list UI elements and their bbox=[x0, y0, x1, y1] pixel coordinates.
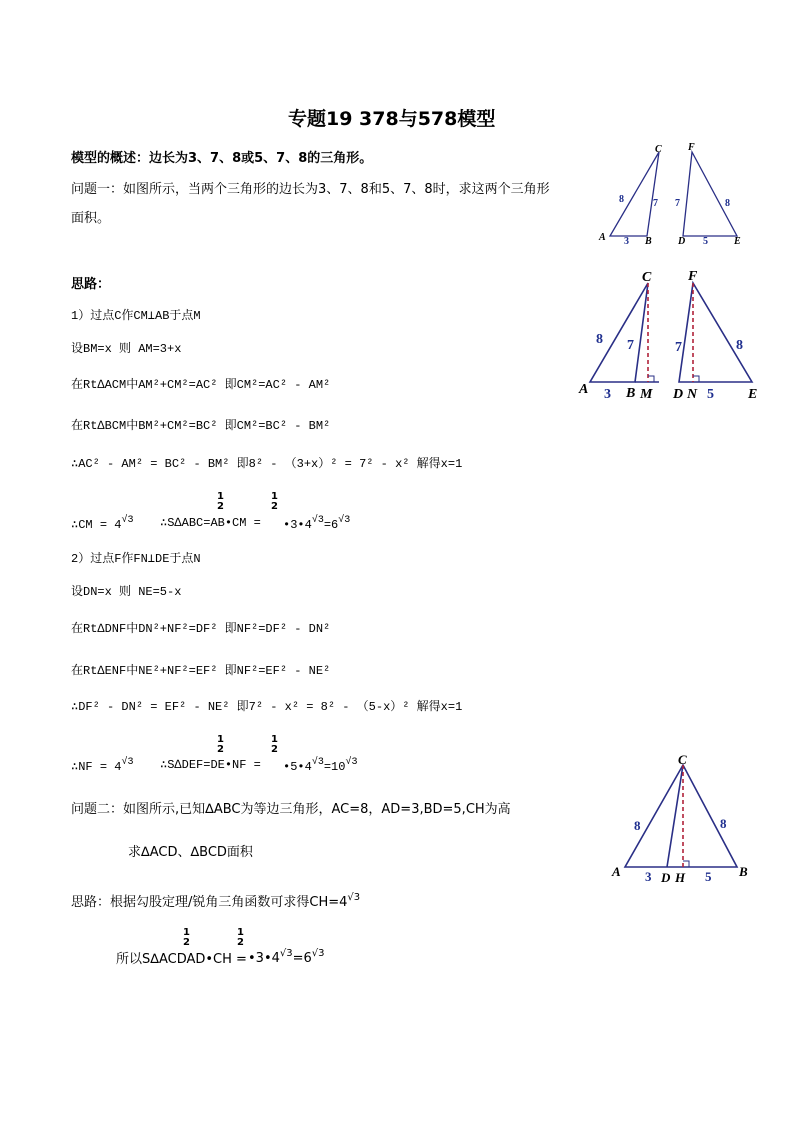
part1-area-formula bbox=[160, 515, 261, 530]
sqrt-three: √3 bbox=[311, 948, 325, 959]
part2-step1: 2）过点F作FN⊥DE于点N bbox=[71, 552, 201, 566]
right-angle-h bbox=[683, 861, 689, 867]
question-one-line2: 面积。 bbox=[71, 211, 111, 226]
fraction-numerator: 1 bbox=[271, 491, 278, 502]
half-fraction-5 bbox=[183, 928, 190, 948]
side-ad-length: 3 bbox=[645, 869, 652, 884]
sqrt-three: √3 bbox=[311, 757, 324, 768]
fraction-numerator: 1 bbox=[217, 734, 224, 745]
part2-nf-result bbox=[71, 757, 133, 774]
label-f: F bbox=[688, 269, 698, 284]
side-df-length: 7 bbox=[675, 340, 682, 355]
side-ac-length: 8 bbox=[596, 332, 603, 347]
label-e: E bbox=[748, 387, 758, 402]
triangle-def bbox=[683, 152, 737, 236]
sqrt-three: √3 bbox=[345, 757, 358, 768]
part1-area-result bbox=[283, 515, 350, 532]
figure-triangles-with-altitudes bbox=[572, 265, 772, 405]
side-ab-length: 3 bbox=[604, 387, 611, 402]
side-bd-length: 5 bbox=[705, 869, 712, 884]
sqrt-three: √3 bbox=[121, 515, 134, 526]
label-e: E bbox=[734, 236, 741, 247]
area-formula-text: AD•CH = bbox=[186, 952, 247, 967]
side-ac-length: 8 bbox=[634, 818, 641, 833]
idea-two-line2 bbox=[116, 948, 247, 967]
part1-cm-result bbox=[71, 515, 133, 532]
label-m: M bbox=[640, 387, 653, 402]
label-c: C bbox=[678, 752, 687, 767]
side-ac-length: 8 bbox=[619, 194, 624, 205]
label-a: A bbox=[579, 382, 589, 397]
half-fraction-2 bbox=[271, 492, 278, 512]
area-formula-text: DE•NF = bbox=[210, 758, 261, 772]
label-h: H bbox=[675, 870, 686, 885]
side-ef-length: 8 bbox=[736, 338, 743, 353]
part2-step3: 在Rt∆DNF中DN²+NF²=DF² 即NF²=DF² - DN² bbox=[71, 622, 331, 636]
part1-step4: 在Rt∆BCM中BM²+CM²=BC² 即CM²=BC² - BM² bbox=[71, 419, 331, 433]
label-c: C bbox=[642, 270, 652, 285]
label-n: N bbox=[687, 387, 698, 402]
side-bc-length: 7 bbox=[627, 338, 634, 353]
area-formula-text: AB•CM = bbox=[210, 516, 261, 530]
label-b: B bbox=[739, 864, 748, 879]
question-one-line1: 问题一：如图所示，当两个三角形的边长为3、7、8和5、7、8时，求这两个三角形 bbox=[71, 182, 550, 197]
sqrt-three: √3 bbox=[338, 515, 351, 526]
fraction-numerator: 1 bbox=[217, 491, 224, 502]
area-equals: =6 bbox=[323, 518, 339, 532]
half-fraction-3 bbox=[217, 735, 224, 755]
right-angle-n bbox=[693, 376, 699, 382]
area-product: •3•4 bbox=[248, 951, 280, 966]
side-bc-length: 8 bbox=[720, 816, 727, 831]
fraction-denominator: 2 bbox=[217, 501, 224, 512]
label-d: D bbox=[673, 387, 684, 402]
label-d: D bbox=[678, 236, 686, 247]
model-overview: 模型的概述：边长为3、7、8或5、7、8的三角形。 bbox=[71, 151, 373, 166]
sqrt-three: √3 bbox=[279, 948, 293, 959]
label-b: B bbox=[626, 386, 636, 401]
cm-value-text: ∴CM = 4 bbox=[71, 518, 122, 532]
figure-two-triangles-small bbox=[595, 140, 770, 250]
half-fraction-4 bbox=[271, 735, 278, 755]
fraction-denominator: 2 bbox=[271, 744, 278, 755]
label-a: A bbox=[612, 864, 621, 879]
area-label: 所以S∆ACD bbox=[116, 952, 187, 967]
part1-step5: ∴AC² - AM² = BC² - BM² 即8² - （3+x）² = 7² - x² 解得x=1 bbox=[71, 457, 463, 471]
right-angle-m bbox=[648, 376, 654, 382]
part2-step5: ∴DF² - DN² = EF² - NE² 即7² - x² = 8² - （5-x）² 解得x=1 bbox=[71, 700, 463, 714]
fraction-denominator: 2 bbox=[271, 501, 278, 512]
part2-area-result bbox=[283, 757, 357, 774]
triangle-abc bbox=[610, 152, 659, 236]
label-f: F bbox=[688, 142, 695, 153]
fraction-numerator: 1 bbox=[183, 927, 190, 938]
half-fraction-6 bbox=[237, 928, 244, 948]
question-two-line1: 问题二：如图所示,已知∆ABC为等边三角形，AC=8，AD=3,BD=5,CH为高 bbox=[71, 802, 511, 817]
area-label: ∴S∆DEF= bbox=[160, 758, 211, 772]
side-de-length: 5 bbox=[703, 236, 708, 247]
label-a: A bbox=[599, 232, 606, 243]
fraction-denominator: 2 bbox=[217, 744, 224, 755]
question-two-line2: 求∆ACD、∆BCD面积 bbox=[128, 845, 253, 860]
part1-step3: 在Rt∆ACM中AM²+CM²=AC² 即CM²=AC² - AM² bbox=[71, 378, 331, 392]
part2-step4: 在Rt∆ENF中NE²+NF²=EF² 即NF²=EF² - NE² bbox=[71, 664, 331, 678]
side-ab-length: 3 bbox=[624, 236, 629, 247]
nf-value-text: ∴NF = 4 bbox=[71, 760, 122, 774]
fraction-numerator: 1 bbox=[237, 927, 244, 938]
fraction-denominator: 2 bbox=[183, 937, 190, 948]
side-bc-length: 7 bbox=[653, 198, 658, 209]
side-ef-length: 8 bbox=[725, 198, 730, 209]
fraction-numerator: 1 bbox=[271, 734, 278, 745]
half-fraction-1 bbox=[217, 492, 224, 512]
sqrt-three: √3 bbox=[121, 757, 134, 768]
page-title: 专题19 378与578模型 bbox=[288, 108, 496, 130]
area-product: •3•4 bbox=[283, 518, 312, 532]
sqrt-three: √3 bbox=[311, 515, 324, 526]
idea-label: 思路： bbox=[71, 277, 111, 292]
area-equals: =10 bbox=[323, 760, 346, 774]
part2-step2: 设DN=x 则 NE=5-x bbox=[71, 585, 182, 599]
idea-two-area-result bbox=[248, 948, 325, 966]
label-c: C bbox=[655, 144, 662, 155]
part1-step2: 设BM=x 则 AM=3+x bbox=[71, 342, 182, 356]
side-df-length: 7 bbox=[675, 198, 680, 209]
triangle-def bbox=[679, 283, 752, 382]
area-equals: =6 bbox=[292, 951, 312, 966]
figure-equilateral-triangle bbox=[605, 750, 765, 890]
fraction-denominator: 2 bbox=[237, 937, 244, 948]
side-de-length: 5 bbox=[707, 387, 714, 402]
part2-area-formula bbox=[160, 757, 261, 772]
idea-two-text: 思路：根据勾股定理/锐角三角函数可求得CH=4 bbox=[71, 895, 348, 910]
label-b: B bbox=[645, 236, 652, 247]
label-d: D bbox=[661, 870, 671, 885]
sqrt-three: √3 bbox=[347, 892, 361, 903]
part1-step1: 1）过点C作CM⊥AB于点M bbox=[71, 309, 201, 323]
area-label: ∴S∆ABC= bbox=[160, 516, 211, 530]
idea-two-line1 bbox=[71, 891, 360, 910]
area-product: •5•4 bbox=[283, 760, 312, 774]
